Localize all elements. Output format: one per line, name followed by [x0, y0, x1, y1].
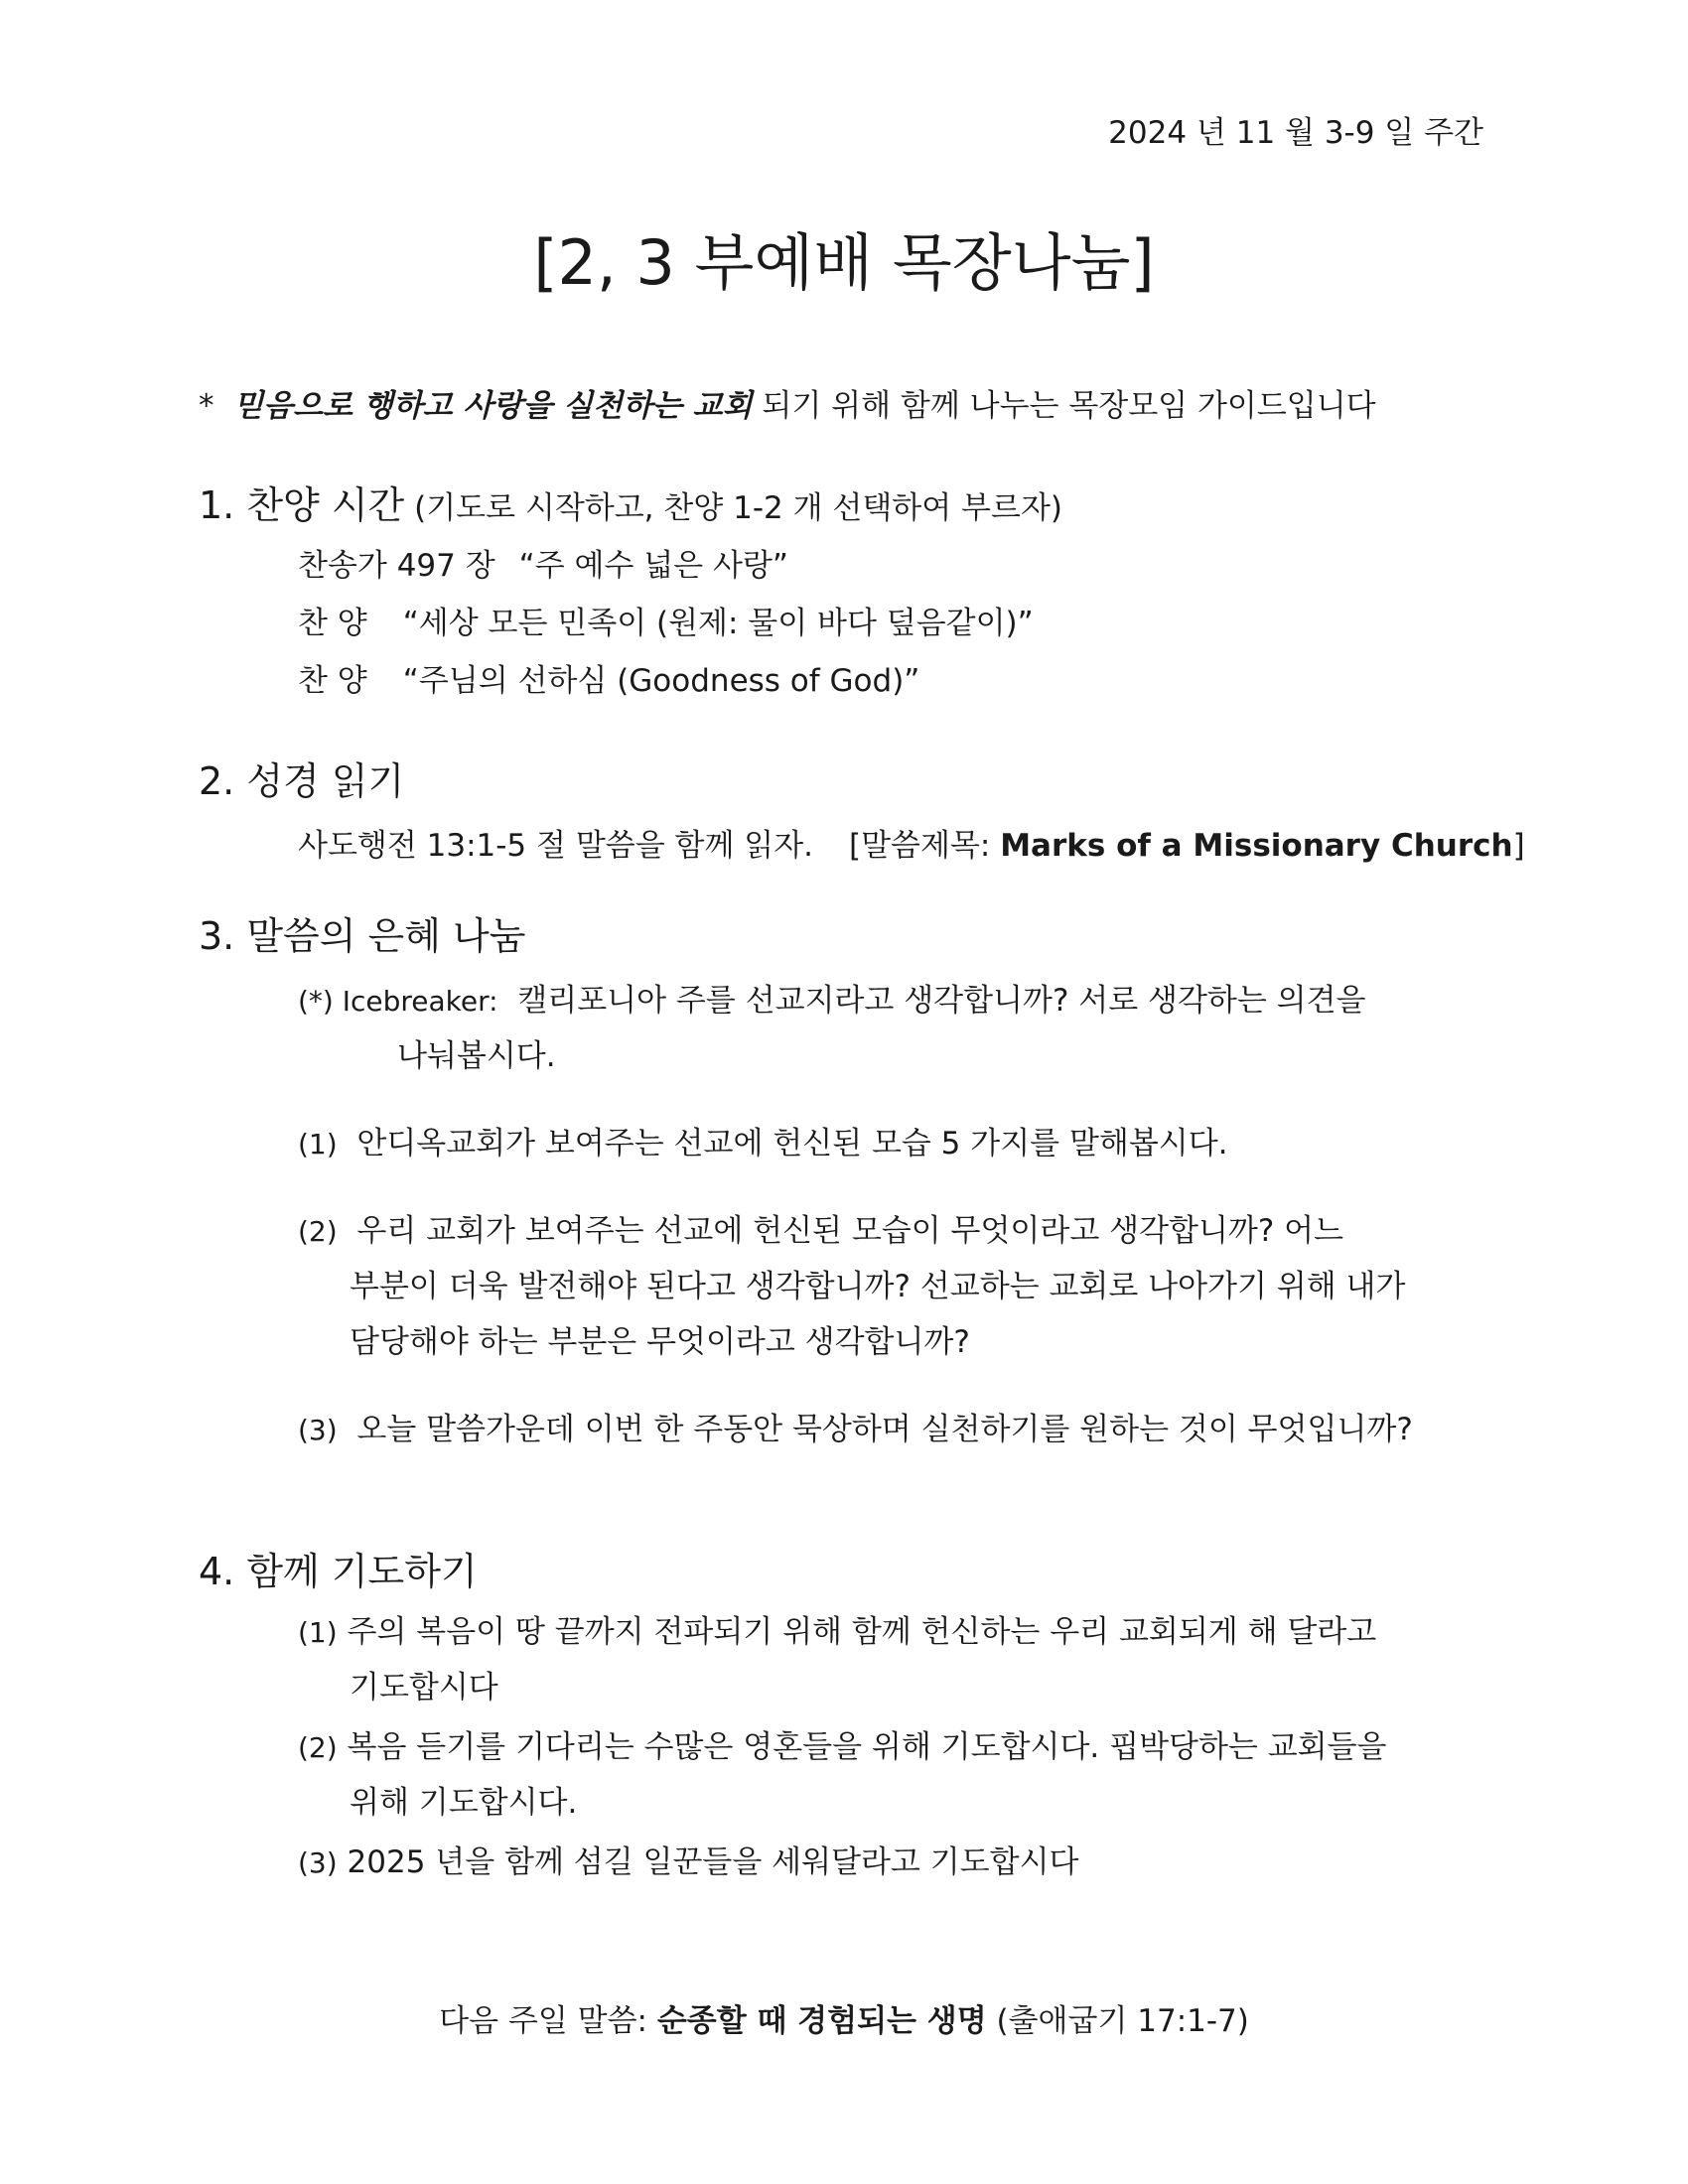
question-number: (3) — [298, 1414, 338, 1446]
week-date: 2024 년 11 월 3-9 일 주간 — [1108, 115, 1483, 151]
prayer-text: 2025 년을 함께 섬길 일꾼들을 세워달라고 기도합시다 — [347, 1844, 1079, 1880]
question-number: (1) — [298, 1128, 338, 1160]
next-sermon — [0, 1995, 1688, 2040]
song-label: 찬 양 — [298, 663, 367, 699]
question-item — [298, 1205, 1343, 1250]
intro-rest: 되기 위해 함께 나누는 목장모임 가이드입니다 — [752, 388, 1376, 424]
section-note: (기도로 시작하고, 찬양 1-2 개 선택하여 부르자) — [404, 490, 1062, 526]
question-text: 오늘 말씀가운데 이번 한 주동안 묵상하며 실천하기를 원하는 것이 무엇입니까? — [356, 1412, 1413, 1447]
next-sermon-suffix: (출애굽기 17:1-7) — [986, 2003, 1249, 2039]
prayer-continuation: 위해 기도합시다. — [350, 1785, 578, 1821]
next-sermon-prefix: 다음 주일 말씀: — [439, 2003, 657, 2039]
question-text: 우리 교회가 보여주는 선교에 헌신된 모습이 무엇이라고 생각합니까? 어느 — [356, 1213, 1344, 1249]
section-prayer-heading: 4. 함께 기도하기 — [199, 1550, 478, 1593]
sermon-suffix: ] — [1512, 828, 1525, 864]
icebreaker-text: 캘리포니아 주를 선교지라고 생각합니까? 서로 생각하는 의견을 — [517, 983, 1366, 1019]
prayer-item — [298, 1837, 1078, 1881]
reading-text: 사도행전 13:1-5 절 말씀을 함께 읽자. — [298, 828, 813, 864]
icebreaker-line — [298, 975, 1365, 1020]
prayer-continuation: 기도합시다 — [350, 1670, 498, 1706]
section-heading: 1. 찬양 시간 — [199, 483, 405, 527]
prayer-item — [298, 1721, 1387, 1766]
song-item — [298, 598, 1034, 642]
question-continuation: 부분이 더욱 발전해야 된다고 생각합니까? 선교하는 교회로 나아가기 위해 내가 — [350, 1269, 1406, 1304]
question-item — [298, 1118, 1228, 1162]
intro-star: * — [199, 388, 214, 424]
section-sharing-heading: 3. 말씀의 은혜 나눔 — [199, 914, 526, 958]
sermon-prefix: [말씀제목: — [849, 828, 1001, 864]
prayer-number: (1) — [298, 1616, 338, 1649]
question-text: 안디옥교회가 보여주는 선교에 헌신된 모습 5 가지를 말해봅시다. — [356, 1126, 1228, 1161]
song-title: “주님의 선하심 (Goodness of God)” — [402, 663, 920, 699]
reading-line — [298, 820, 1525, 865]
question-item — [298, 1404, 1413, 1448]
song-item — [298, 655, 919, 700]
song-label: 찬 양 — [298, 606, 367, 641]
next-sermon-title: 순종할 때 경험되는 생명 — [656, 2003, 987, 2039]
section-reading-heading: 2. 성경 읽기 — [199, 759, 405, 803]
prayer-number: (3) — [298, 1846, 338, 1879]
prayer-text: 복음 듣기를 기다리는 수많은 영혼들을 위해 기도합시다. 핍박당하는 교회들을 — [347, 1729, 1387, 1765]
song-label: 찬송가 497 장 — [298, 548, 495, 584]
sermon-title: Marks of a Missionary Church — [1000, 828, 1513, 864]
icebreaker-line-2: 나눠봅시다. — [397, 1038, 556, 1074]
page-title: [2, 3 부예배 목장나눔] — [533, 226, 1155, 299]
question-continuation: 담당해야 하는 부분은 무엇이라고 생각합니까? — [350, 1324, 970, 1360]
section-praise-heading — [199, 475, 1062, 529]
question-number: (2) — [298, 1215, 338, 1248]
prayer-item — [298, 1606, 1376, 1651]
prayer-text: 주의 복음이 땅 끝까지 전파되기 위해 함께 헌신하는 우리 교회되게 해 달라고 — [347, 1614, 1377, 1650]
song-title: “세상 모든 민족이 (원제: 물이 바다 덮음같이)” — [402, 606, 1034, 641]
prayer-number: (2) — [298, 1731, 338, 1764]
icebreaker-label: (*) Icebreaker: — [298, 985, 498, 1018]
intro-line — [199, 380, 1376, 425]
intro-emphasis: 믿음으로 행하고 사랑을 실천하는 교회 — [233, 388, 753, 424]
song-item — [298, 540, 788, 585]
song-title: “주 예수 넓은 사랑” — [518, 548, 788, 584]
